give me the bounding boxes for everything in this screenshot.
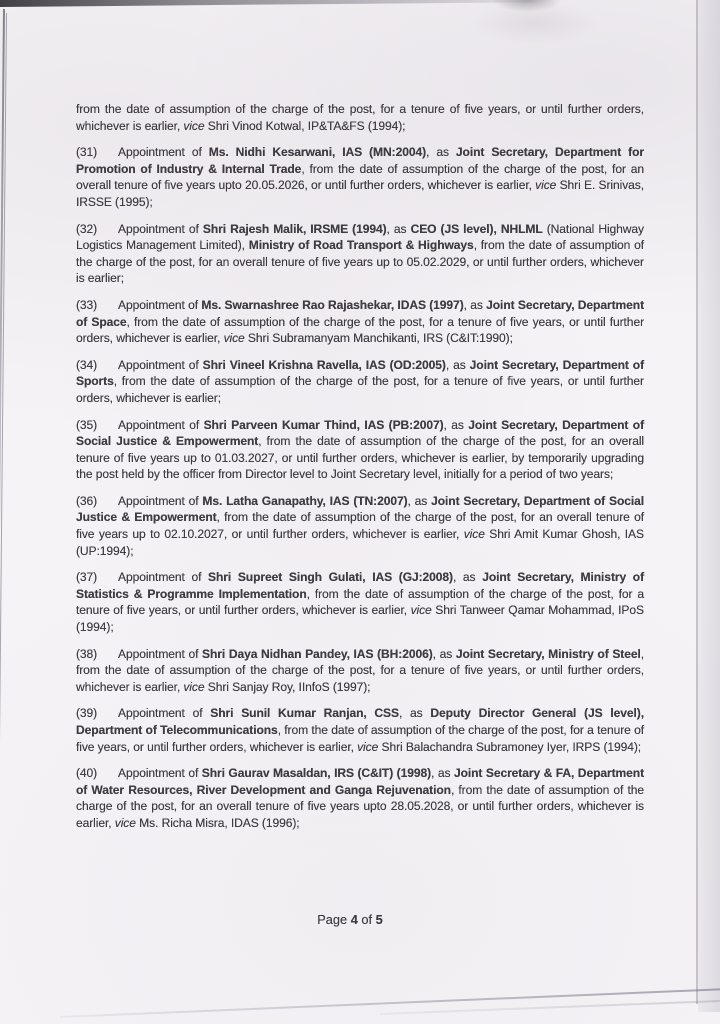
text-run: , as — [426, 145, 456, 160]
bold-text-run: Joint Secretary, Department of Sports — [76, 357, 645, 389]
bold-text-run: Shri Daya Nidhan Pandey, IAS (BH:2006) — [202, 646, 433, 661]
bold-text-run: CEO (JS level), NHLML — [410, 221, 543, 236]
text-run: , from the date of assumption of the charge of the post, for an overall tenure of five years upto 28.05.2028, or until further orders, whichever is earlier, — [76, 782, 644, 830]
paragraph-number: (36) — [76, 493, 98, 508]
bold-text-run: Joint Secretary, Department of Social Justice & Empowerment — [76, 417, 645, 449]
scan-smudge-top-right — [470, 2, 600, 44]
text-run: , as — [452, 570, 483, 585]
text-run: , from the date of assumption of the charge of the post, for an overall tenure of five years up to 01.03.2027, or until further orders, whichever is earlier, by temporarily upgrading the post held by the officer from Director level to Joint Secretary level, initially for a period of two years; — [76, 434, 644, 482]
paragraph-number: (37) — [76, 570, 98, 585]
text-run: Appointment of — [118, 706, 211, 721]
text-run: , from the date of assumption of the charge of the post, for an overall tenure of five years up to 02.10.2027, or until further orders, whichever is earlier, — [76, 510, 644, 542]
italic-text-run: vice — [183, 118, 205, 133]
paragraph-number: (39) — [76, 706, 98, 721]
bold-text-run: Joint Secretary, Department of Space — [76, 297, 644, 329]
text-run: , from the date of assumption of the charge of the post, for a tenure of five years, or until further orders, whichever is earlier, — [76, 646, 644, 694]
scan-line-left-inner — [0, 13, 7, 1011]
bold-text-run: Joint Secretary, Ministry of Statistics & Programme Implementation — [76, 570, 644, 601]
page-footer — [0, 912, 700, 928]
text-run: , as — [463, 297, 487, 312]
bold-text-run: Joint Secretary, Department of Social Justice & Empowerment — [76, 493, 644, 525]
scan-shadow-top-edge — [0, 0, 558, 7]
italic-text-run: vice — [410, 603, 432, 618]
paragraph-number: (34) — [76, 357, 98, 372]
bold-text-run: Joint Secretary & FA, Department of Water Resources, River Development and Ganga Rejuvenation — [76, 766, 645, 797]
scan-shade-right-edge — [698, 0, 720, 1012]
text-run: , from the date of assumption of the charge of the post, for a tenure of five years, or until further orders, whichever is earlier; — [76, 374, 644, 405]
appointment-paragraph — [76, 101, 644, 134]
paragraph-number: (35) — [76, 417, 98, 432]
italic-text-run: vice — [114, 815, 136, 830]
text-run: Appointment of — [118, 493, 203, 508]
bold-text-run: Shri Supreet Singh Gulati, IAS (GJ:2008) — [208, 570, 453, 585]
appointment-paragraph — [76, 569, 644, 635]
text-run: Appointment of — [118, 766, 202, 781]
text-run: Appointment of — [118, 145, 209, 160]
bold-text-run: Shri Gaurav Masaldan, IRS (C&IT) (1998) — [201, 766, 432, 781]
page-footer-text — [317, 912, 383, 927]
bold-text-run: Ms. Latha Ganapathy, IAS (TN:2007) — [202, 493, 408, 508]
text-run: , as — [443, 417, 469, 432]
paragraph-number: (40) — [76, 766, 98, 781]
text-run: , from the date of assumption of the charge of the post, for a tenure of five years, or until further orders, whichever is earlier, — [76, 586, 644, 618]
italic-text-run: vice — [223, 331, 245, 346]
bold-text-run: Joint Secretary, Department for Promotion of Industry & Internal Trade — [76, 145, 644, 176]
scan-paper-edge-bottom-faint — [380, 1000, 720, 1015]
bold-text-run: Joint Secretary, Ministry of Steel — [455, 646, 641, 661]
bold-text-run: Shri Vineel Krishna Ravella, IAS (OD:2005) — [202, 357, 446, 372]
paragraph-number: (33) — [76, 297, 98, 312]
bold-text-run: Ms. Swarnashree Rao Rajashekar, IDAS (1997) — [201, 297, 464, 312]
paragraph-number: (31) — [76, 145, 98, 160]
appointment-paragraph — [76, 765, 644, 831]
bold-text-run: Shri Rajesh Malik, IRSME (1994) — [202, 221, 387, 236]
text-run: of — [357, 912, 376, 927]
text-run: Shri Vinod Kotwal, IP&TA&FS (1994); — [204, 118, 406, 133]
text-run: Appointment of — [118, 357, 203, 372]
text-run: Appointment of — [118, 417, 204, 432]
bold-text-run: Deputy Director General (JS level), Department of Telecommunications — [76, 706, 644, 737]
appointment-paragraph — [76, 646, 644, 696]
text-run: , as — [431, 766, 454, 781]
bold-text-run: Ministry of Road Transport & Highways — [248, 238, 474, 253]
bold-text-run: Shri Parveen Kumar Thind, IAS (PB:2007) — [203, 417, 444, 432]
text-run: Shri Tanweer Qamar Mohammad, IPoS (1994); — [76, 603, 644, 635]
appointment-paragraph — [76, 705, 644, 755]
appointment-paragraph — [76, 493, 644, 559]
scan-paper-edge-bottom — [60, 988, 720, 1018]
bold-text-run: Ms. Nidhi Kesarwani, IAS (MN:2004) — [208, 145, 427, 160]
text-run: Appointment of — [118, 297, 202, 312]
text-run: Ms. Richa Misra, IDAS (1996); — [135, 815, 300, 830]
italic-text-run: vice — [463, 527, 485, 542]
text-run: Shri Sanjay Roy, IInfoS (1997); — [204, 679, 371, 694]
text-run: (National Highway Logistics Management Limited), — [76, 221, 645, 253]
appointment-paragraph — [76, 297, 644, 347]
text-run: , from the date of assumption of the charge of the post, for a tenure of five years, or until further orders, whichever is earlier, — [76, 723, 644, 754]
appointment-paragraph — [76, 417, 644, 483]
appointment-paragraph — [76, 144, 644, 210]
paragraph-number: (38) — [76, 646, 98, 661]
text-run: , from the date of assumption of the charge of the post, for an overall tenure of five years up to 05.02.2029, or until further orders, whichever is earlier; — [76, 238, 645, 286]
text-run: , as — [386, 221, 411, 236]
text-run: Appointment of — [118, 221, 203, 236]
bold-text-run: Shri Sunil Kumar Ranjan, CSS — [210, 706, 399, 721]
italic-text-run: vice — [183, 679, 205, 694]
scan-line-right-edge — [696, 0, 698, 1004]
text-run: , as — [399, 706, 431, 721]
scan-line-left-outer — [0, 9, 5, 1017]
bold-text-run: 5 — [375, 912, 383, 927]
italic-text-run: vice — [535, 178, 557, 193]
text-run: Appointment of — [118, 570, 209, 585]
italic-text-run: vice — [357, 739, 379, 754]
scan-blob-top — [492, 0, 562, 12]
appointment-paragraph — [76, 357, 644, 407]
text-run: , from the date of assumption of the charge of the post, for a tenure of five years, or until further orders, whichever is earlier, — [76, 314, 644, 346]
appointment-paragraph — [76, 221, 644, 287]
text-run: , as — [407, 493, 432, 508]
text-run: , as — [445, 357, 470, 372]
text-run: Page — [317, 912, 351, 927]
text-run: Shri Subramanyam Manchikanti, IRS (C&IT:1990); — [244, 331, 513, 346]
text-run: Shri Balachandra Subramoney Iyer, IRPS (1994); — [378, 739, 642, 754]
text-run: Appointment of — [118, 646, 203, 661]
text-run: , as — [432, 646, 456, 661]
text-run: Shri Amit Kumar Ghosh, IAS (UP:1994); — [76, 527, 644, 558]
text-run: Shri E. Srinivas, IRSSE (1995); — [76, 178, 644, 209]
document-body — [76, 101, 644, 842]
text-run: , from the date of assumption of the charge of the post, for an overall tenure of five years upto 20.05.2026, or until further orders, whichever is earlier, — [76, 161, 644, 193]
bold-text-run: 4 — [350, 912, 358, 927]
paragraph-number: (32) — [76, 221, 98, 236]
text-run: from the date of assumption of the charge of the post, for a tenure of five years, or until further orders, whichever is earlier, — [76, 102, 644, 133]
